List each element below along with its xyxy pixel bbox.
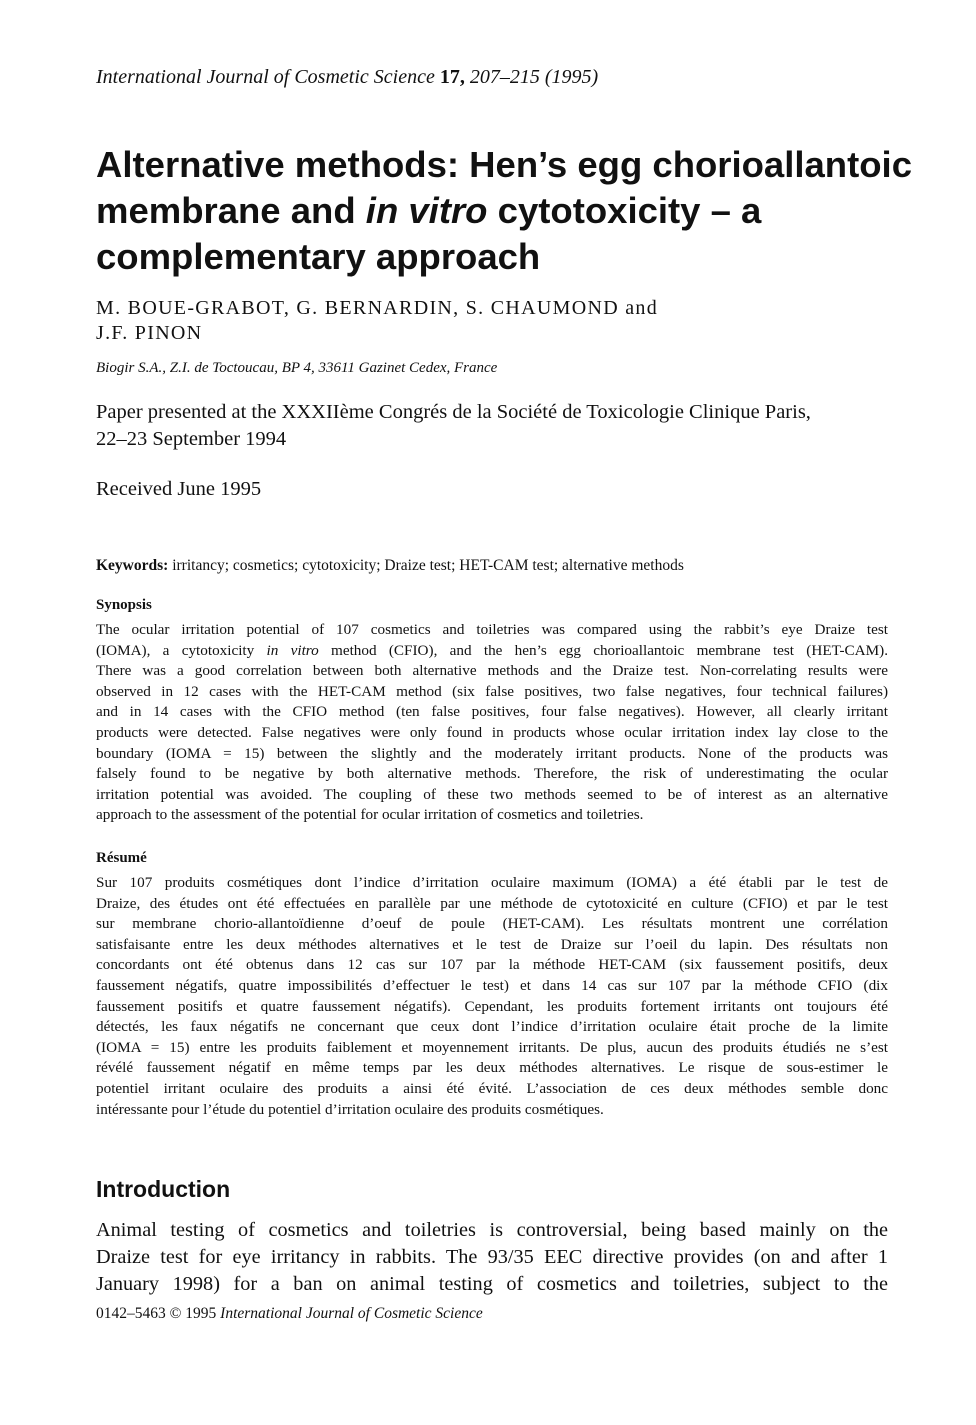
resume-line: Draize, des études ont été effectuées en parallèle par une méthode de cytotoxicité en culture (CFIO) et par le test [96,894,888,912]
resume-line: potentiel irritant oculaire des produits a ainsi été évité. L’association de ces deux méthodes semble donc [96,1079,888,1097]
presentation-line-1: Paper presented at the XXXIIème Congrés de la Société de Toxicologie Clinique Paris, [96,401,811,423]
synopsis-line: observed in 12 cases with the HET-CAM method (six false positives, two false negatives, four technical failures) [96,682,888,700]
introduction-line: Animal testing of cosmetics and toiletries is controversial, being based mainly on the [96,1219,888,1241]
resume-line: Sur 107 produits cosmétiques dont l’indice d’irritation oculaire maximum (IOMA) a été établi par le test de [96,874,888,891]
introduction-heading: Introduction [96,1176,231,1202]
synopsis-line-2a: (IOMA), a cytotoxicity [96,641,267,659]
resume-line: détectés, les faux négatifs ne concernant que ceux dont l’indice d’irritation oculaire était proche de la limite [96,1018,888,1036]
journal-citation [96,66,598,89]
resume-line: faussement négatifs, quatre impossibilités d’effectuer le test) et dans 14 cas sur 107 par la méthode CFIO (dix [96,976,888,994]
synopsis-body [96,620,888,826]
synopsis-heading: Synopsis [96,597,152,613]
title-line-2 [96,188,896,234]
journal-pages-year: 207–215 (1995) [469,66,599,88]
presentation-note [96,399,811,453]
resume-line: faussement positifs et quatre faussement négatifs). Cependant, les produits fortement irritants ont toujours été [96,997,888,1015]
synopsis-italic-in-vitro: in vitro [266,641,319,659]
resume-line: révélé faussement négatif en même temps par les deux méthodes alternatives. Le risque de sous-estimer le [96,1059,888,1077]
synopsis-line: There was a good correlation between both alternative methods and the Draize test. Non-correlating results were [96,662,888,680]
article-title [96,142,912,280]
title-line-2-suffix: cytotoxicity – a [497,190,762,231]
title-line-1: Alternative methods: Hen’s egg chorioallantoic [96,144,912,185]
author-list [96,296,658,346]
title-line-3: complementary approach [96,236,541,277]
title-line-2-prefix: membrane and [96,190,356,231]
keywords-label: Keywords: [96,557,169,574]
journal-volume: 17, [439,66,465,88]
footer-copyright [96,1305,483,1323]
synopsis-line: boundary (IOMA = 15) between the slightly and the moderately irritant products. None of the products was [96,744,888,762]
resume-body [96,873,888,1120]
introduction-line: Draize test for eye irritancy in rabbits. The 93/35 EEC directive provides (on and after 1 [96,1246,888,1268]
resume-line: intéressante pour l’étude du potentiel d’irritation oculaire des produits cosmétiques. [96,1100,604,1118]
keywords-text: irritancy; cosmetics; cytotoxicity; Draize test; HET-CAM test; alternative methods [168,557,684,574]
received-date: Received June 1995 [96,478,262,500]
resume-line: (IOMA = 15) entre les produits faiblement et moyennement irritants. De plus, aucun des produits étudiés ne s’est [96,1038,888,1056]
synopsis-line: The ocular irritation potential of 107 cosmetics and toiletries was compared using the rabbit’s eye Draize test [96,621,888,638]
authors-line-1: M. BOUE-GRABOT, G. BERNARDIN, S. CHAUMOND and [96,297,659,319]
presentation-line-2: 22–23 September 1994 [96,428,287,450]
authors-line-2: J.F. PINON [96,322,203,344]
synopsis-line: irritation potential was avoided. The coupling of these two methods seemed to be of interest as an alternative [96,785,888,803]
keywords [96,557,684,575]
title-line-2-italic: in vitro [365,190,488,231]
resume-line: concordants ont été obtenus dans 12 cas sur 107 par la méthode HET-CAM (six faussement positifs, deux [96,956,888,974]
resume-line: satisfaisante entre les deux méthodes alternatives et le test de Draize sur l’oeil du lapin. Des résultats non [96,935,888,953]
synopsis-line [96,641,888,662]
introduction-line: January 1998) for a ban on animal testing of cosmetics and toiletries, subject to the [96,1273,888,1295]
footer-journal: International Journal of Cosmetic Science [220,1305,483,1322]
synopsis-line: falsely found to be negative by both alternative methods. Therefore, the risk of underestimating the ocular [96,765,888,783]
introduction-body [96,1217,888,1298]
affiliation: Biogir S.A., Z.I. de Toctoucau, BP 4, 33611 Gazinet Cedex, France [96,360,498,376]
journal-name: International Journal of Cosmetic Science [96,66,435,88]
synopsis-line: approach to the assessment of the potential for ocular irritation of cosmetics and toiletries. [96,806,644,824]
synopsis-line-2b: method (CFIO), and the hen’s egg chorioallantoic membrane test (HET-CAM). [318,641,889,659]
resume-heading: Résumé [96,850,147,866]
footer-code: 0142–5463 © 1995 [96,1305,221,1322]
synopsis-line: and in 14 cases with the CFIO method (ten false positives, four false negatives). However, all clearly irritant [96,703,888,721]
synopsis-line: products were detected. False negatives were only found in products whose ocular irritation index lay close to the [96,723,888,741]
resume-line: sur membrane chorio-allantoïdienne d’oeuf de poule (HET-CAM). Les résultats montrent une corrélation [96,915,888,933]
